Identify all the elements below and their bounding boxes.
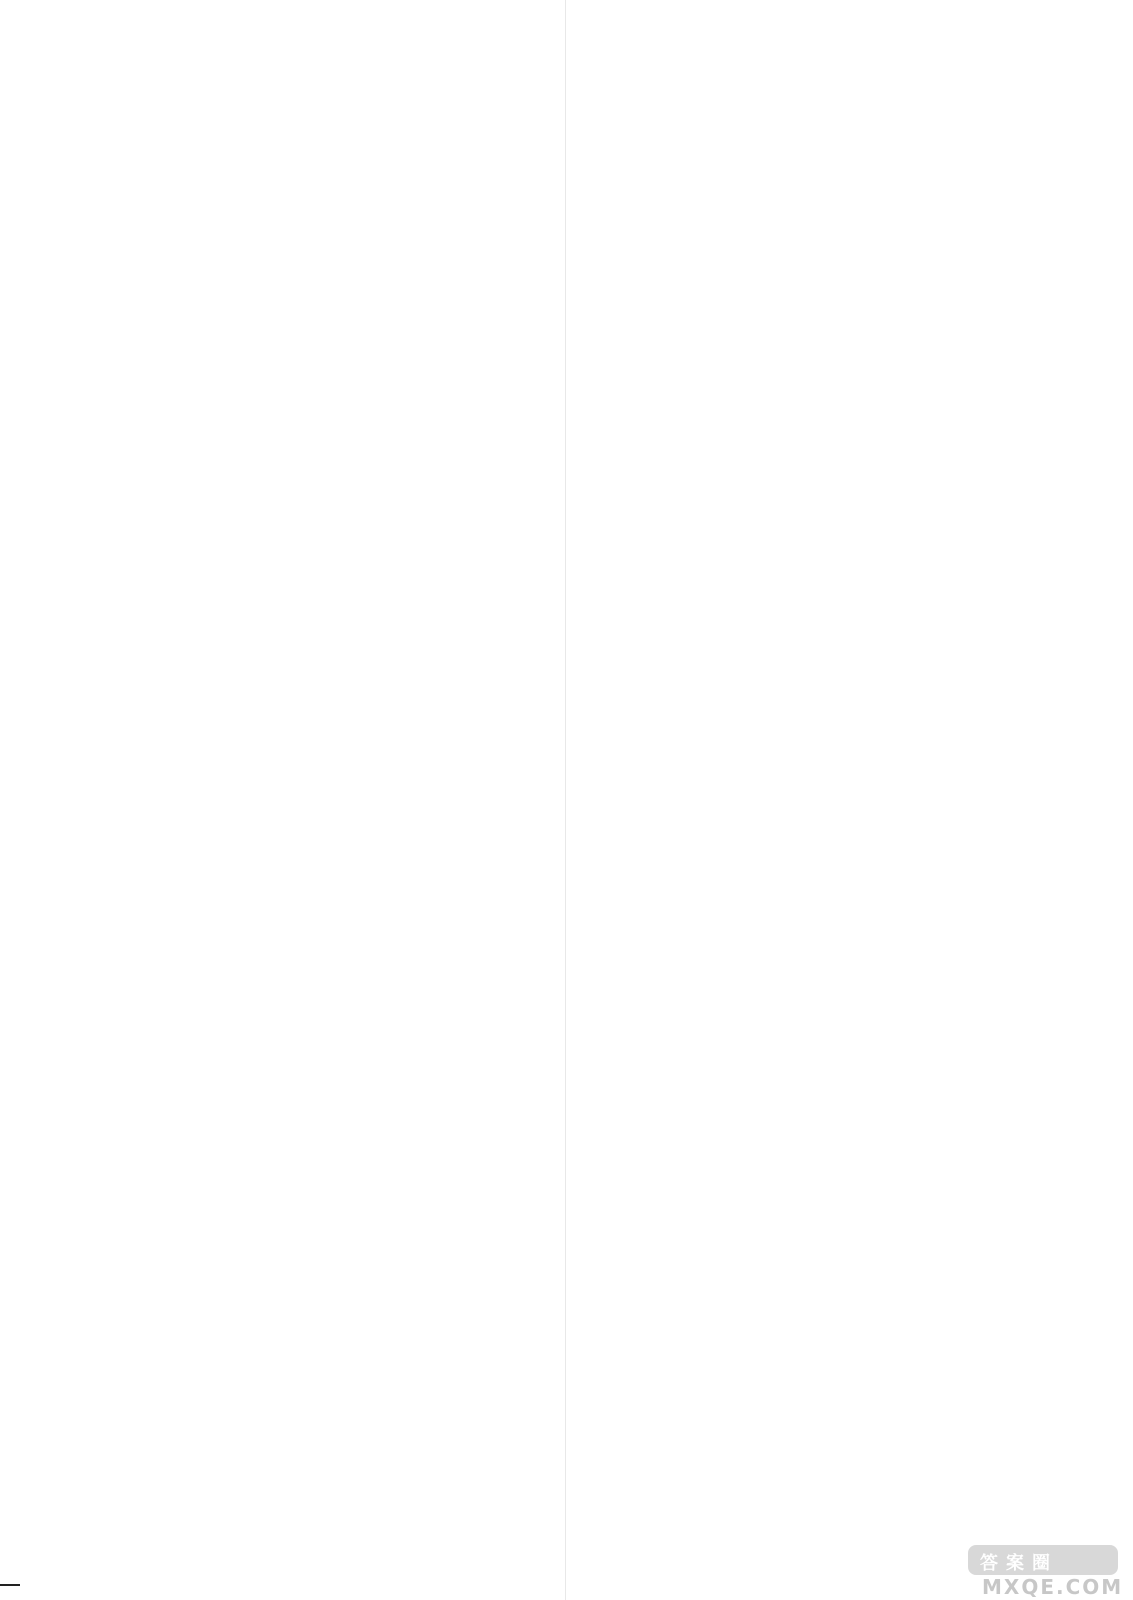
crop-mark bbox=[0, 1584, 20, 1586]
column-divider bbox=[565, 0, 566, 1600]
watermark-logo bbox=[958, 1545, 1128, 1597]
watermark-badge-text: 答案圈 bbox=[980, 1553, 1058, 1574]
watermark-url: MXQE.COM bbox=[982, 1575, 1124, 1599]
